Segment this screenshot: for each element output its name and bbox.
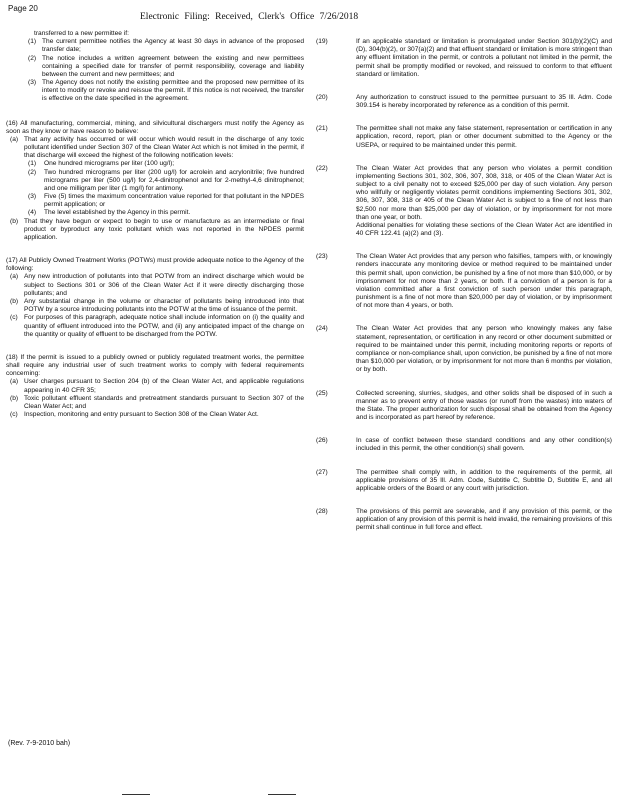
item-number: (b) bbox=[10, 217, 19, 225]
paragraph-21 bbox=[316, 125, 612, 150]
paragraph-28 bbox=[316, 508, 612, 533]
paragraph-number: (17) bbox=[6, 257, 18, 265]
list-item bbox=[28, 38, 304, 54]
paragraph-19 bbox=[316, 38, 612, 79]
item-text: For purposes of this paragraph, adequate notice shall include information on (i) the quality and quantity of effluent introduced into the POTW, and (ii) any anticipated impact of the change on the quantity or quality of effluent to be discharged from the POTW. bbox=[24, 314, 304, 338]
list-item bbox=[28, 160, 304, 168]
item-text: Any new introduction of pollutants into that POTW from an indirect discharge which would be subject to Sections 301 or 306 of the Clean Water Act if it were directly discharging those pollutants; and bbox=[24, 273, 304, 297]
item-number: (3) bbox=[28, 79, 37, 87]
paragraph-number: (21) bbox=[316, 125, 328, 133]
list-item bbox=[10, 314, 304, 339]
paragraph-17 bbox=[6, 257, 304, 339]
left-column bbox=[6, 30, 304, 434]
footer-rule bbox=[268, 794, 296, 795]
paragraph-22 bbox=[316, 165, 612, 239]
footer-rule bbox=[122, 794, 150, 795]
item-text: That any activity has occurred or will occur which would result in the discharge of any toxic pollutant identified under Section 307 of the Clean Water Act which is not limited in the permit, if that discharge will exceed the highest of the following notification levels: bbox=[24, 135, 304, 160]
item-text: One hundred micrograms per liter (100 ug/l); bbox=[44, 160, 175, 168]
item-number: (a) bbox=[10, 273, 19, 281]
list-item bbox=[28, 79, 304, 104]
list-item bbox=[10, 298, 304, 314]
list-item bbox=[10, 218, 304, 243]
item-number: (2) bbox=[28, 168, 37, 176]
revision-footer: (Rev. 7-9-2010 bah) bbox=[8, 740, 71, 747]
paragraph-text: Any authorization to construct issued to the permittee pursuant to 35 Ill. Adm. Code 309.154 is hereby incorporated by reference as a condition of this permit. bbox=[356, 93, 612, 110]
paragraph-text: The Clean Water Act provides that any person who falsifies, tampers with, or knowingly renders inaccurate any monitoring device or method required to be maintained under this permit shall, upon conviction, be punished by a fine of not more than $10,000, or by imprisonment for not more than 2 years, or both. If a conviction of a person is for a violation committed after a first conviction of such person under this paragraph, punishment is a fine of not more than $20,000 per day of violation, or by imprisonment of not more than 4 years, or both. bbox=[356, 253, 612, 310]
paragraph-text: Collected screening, slurries, sludges, and other solids shall be disposed of in such a manner as to prevent entry of those wastes (or runoff from the wastes) into waters of the State. The proper authorization for such disposal shall be obtained from the Agency and is incorporated as part hereof by reference. bbox=[356, 389, 612, 422]
paragraph-22-additional: Additional penalties for violating these sections of the Clean Water Act are identified in 40 CFR 122.41 (a)(2) and (3). bbox=[356, 221, 612, 238]
paragraph-number: (24) bbox=[316, 325, 328, 333]
item-number: (c) bbox=[10, 411, 18, 419]
paragraph-27 bbox=[316, 469, 612, 494]
paragraph-text: The Clean Water Act provides that any person who violates a permit condition implementing Sections 301, 302, 306, 307, 308, 318, or 405 of the Clean Water Act is subject to a civil penalty not to exceed $25,000 per day of such violation. Any person who willfully or negligently violates permit conditions implementing Sections 301, 302, 306, 307, 308, 318 or 405 of the Clean Water Act is subject to a fine of not less than $2,500 nor more than $25,000 per day of violation, or by imprisonment for not more than one year, or both. bbox=[356, 164, 612, 221]
paragraph-number: (22) bbox=[316, 164, 328, 172]
paragraph-16 bbox=[6, 120, 304, 243]
list-item bbox=[10, 395, 304, 411]
item-text: Five (5) times the maximum concentration value reported for that pollutant in the NPDES permit application; or bbox=[44, 193, 304, 209]
item-text: Inspection, monitoring and entry pursuant to Section 308 of the Clean Water Act. bbox=[24, 411, 259, 419]
paragraph-number: (18) bbox=[6, 353, 18, 361]
item-number: (b) bbox=[10, 297, 19, 305]
filing-stamp-header: Electronic Filing: Received, Clerk's Office 7/26/2018 bbox=[140, 12, 359, 22]
paragraph-text: The Clean Water Act provides that any person who knowingly makes any false statement, representation, or certification in any record or other document submitted or required to be maintained under this permit, including monitoring reports or reports of compliance or non-compliance shall, upon conviction, be punished by a fine of not more than $10,000 per violation, or by imprisonment for not more than 6 months per violation, or by both. bbox=[356, 325, 612, 374]
paragraph-number: (26) bbox=[316, 437, 328, 445]
item-text: The Agency does not notify the existing permittee and the proposed new permittee of its intent to modify or revoke and reissue the permit. If this notice is not received, the transfer is effective on the date specified in the agreement. bbox=[42, 79, 304, 103]
item-text: Any substantial change in the volume or character of pollutants being introduced into that POTW by a source introducing pollutants into the POTW at the time of issuance of the permit. bbox=[24, 297, 304, 314]
item-text: The current permittee notifies the Agency at least 30 days in advance of the proposed transfer date; bbox=[42, 38, 304, 54]
list-item bbox=[28, 55, 304, 80]
paragraph-number: (28) bbox=[316, 508, 328, 516]
paragraph-number: (27) bbox=[316, 468, 328, 476]
item-number: (b) bbox=[10, 394, 19, 402]
list-item bbox=[10, 378, 304, 394]
paragraph-18 bbox=[6, 354, 304, 419]
page-number: Page 20 bbox=[8, 4, 38, 13]
item-text: That they have begun or expect to begin to use or manufacture as an intermediate or final product or byproduct any toxic pollutant which was not reported in the NPDES permit application. bbox=[24, 217, 304, 241]
paragraph-text: The provisions of this permit are severable, and if any provision of this permit, or the application of any provision of this permit is held invalid, the remaining provisions of this permit shall continue in full force and effect. bbox=[356, 508, 612, 532]
list-item bbox=[10, 273, 304, 298]
list-item bbox=[28, 169, 304, 194]
paragraph-text: All manufacturing, commercial, mining, and silvicultural dischargers must notify the Agency as soon as they know or have reason to believe: bbox=[6, 119, 304, 135]
paragraph-24 bbox=[316, 325, 612, 374]
paragraph-23 bbox=[316, 253, 612, 310]
paragraph-number: (23) bbox=[316, 253, 328, 261]
item-number: (a) bbox=[10, 135, 19, 143]
paragraph-number: (16) bbox=[6, 119, 18, 127]
list-item bbox=[28, 193, 304, 209]
item-number: (1) bbox=[28, 160, 37, 168]
paragraph-16-lead bbox=[6, 120, 304, 136]
paragraph-text: In case of conflict between these standard conditions and any other condition(s) included in this permit, the other condition(s) shall govern. bbox=[356, 437, 612, 453]
item-text: Toxic pollutant effluent standards and pretreatment standards pursuant to Section 307 of the Clean Water Act; and bbox=[24, 394, 304, 410]
list-item bbox=[10, 136, 304, 218]
right-column bbox=[316, 38, 612, 548]
paragraph-text: If the permit is issued to a publicly owned or publicly regulated treatment works, the permittee shall require any industrial user of such treatment works to comply with federal requirements concerning: bbox=[6, 353, 304, 378]
item-text: User charges pursuant to Section 204 (b) of the Clean Water Act, and applicable regulations appearing in 40 CFR 35; bbox=[24, 378, 304, 394]
paragraph-number: (20) bbox=[316, 93, 328, 101]
paragraph-18-lead bbox=[6, 354, 304, 379]
item-number: (c) bbox=[10, 314, 18, 322]
list-item bbox=[28, 209, 304, 217]
paragraph-text: All Publicly Owned Treatment Works (POTWs) must provide adequate notice to the Agency of the following: bbox=[6, 257, 305, 273]
paragraph-text: If an applicable standard or limitation is promulgated under Section 301(b)(2)(C) and (D), 304(b)(2), or 307(a)(2) and that effluent standard or limitation is more stringent than any effluent limitation in the permit, or controls a pollutant not limited in the permit, the permit shall be promptly modified or revoked, and reissued to conform to that effluent standard or limitation. bbox=[356, 38, 612, 78]
paragraph-20 bbox=[316, 94, 612, 110]
list-item bbox=[10, 411, 304, 419]
paragraph-17-lead bbox=[6, 257, 304, 273]
item-number: (4) bbox=[28, 209, 37, 217]
paragraph-text: The permittee shall not make any false statement, representation or certification in any application, record, report, plan or other document submitted to the Agency or the USEPA, or required to be maintained under this permit. bbox=[356, 125, 612, 149]
item-text: Two hundred micrograms per liter (200 ug/l) for acrolein and acrylonitrile; five hundred micrograms per liter (500 ug/l) for 2,4-dinitrophenol and for 2-methyl-4,6 dinitrophenol; and one milligram per liter (1 mg/l) for antimony. bbox=[44, 168, 304, 192]
transfer-intro: transferred to a new permittee if: bbox=[34, 30, 129, 37]
item-text: The level established by the Agency in this permit. bbox=[44, 209, 191, 217]
paragraph-15-continued bbox=[6, 30, 304, 104]
paragraph-number: (19) bbox=[316, 38, 328, 45]
item-number: (3) bbox=[28, 193, 37, 201]
paragraph-text: The permittee shall comply with, in addition to the requirements of the permit, all applicable provisions of 35 Ill. Adm. Code, Subtitle C, Subtitle D, Subtitle E, and all applicable orders of the Board or any court with jurisdiction. bbox=[356, 468, 612, 492]
paragraph-number: (25) bbox=[316, 389, 328, 397]
item-text: The notice includes a written agreement between the existing and new permittees containing a specified date for transfer of permit responsibility, coverage and liability between the current and new permittees; and bbox=[42, 54, 304, 78]
item-number: (1) bbox=[28, 38, 37, 46]
item-number: (a) bbox=[10, 378, 19, 386]
item-number: (2) bbox=[28, 54, 37, 62]
paragraph-25 bbox=[316, 390, 612, 423]
paragraph-26 bbox=[316, 437, 612, 453]
